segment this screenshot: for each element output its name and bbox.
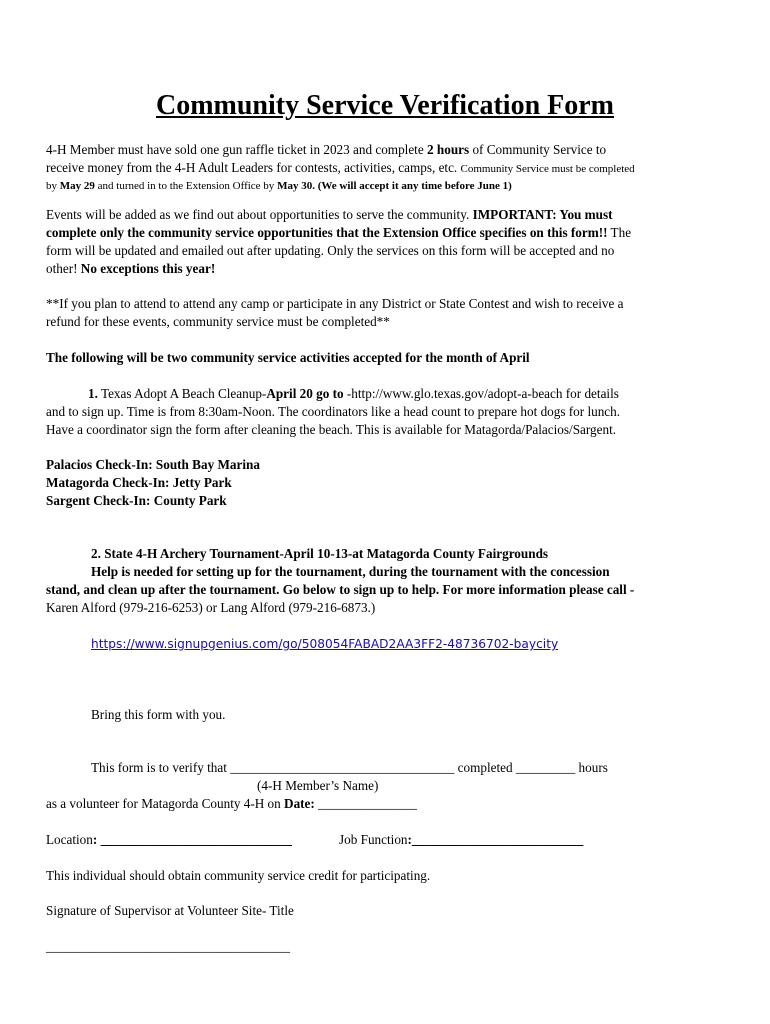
intro-line-3: by May 29 and turned in to the Extension Office by May 30. (We will accept it any time before June 1) [46, 180, 512, 192]
job-function-blank[interactable]: __________________________ [411, 832, 584, 847]
item2-line-3: stand, and clean up after the tournament. Go below to sign up to help. For more information please call - [46, 582, 635, 597]
location-blank[interactable]: _____________________________ [97, 832, 292, 847]
bring-form-text: Bring this form with you. [91, 707, 226, 722]
events-line-3: form will be updated and emailed out after updating. Only the services on this form will be accepted and no [46, 243, 615, 258]
camp-note-line-1: **If you plan to attend to attend any camp or participate in any District or State Contest and wish to receive a [46, 296, 624, 311]
item2-line-1: 2. State 4-H Archery Tournament-April 10-13-at Matagorda County Fairgrounds [91, 546, 549, 561]
signature-line[interactable]: _____________________________________ [46, 939, 290, 954]
intro-line-1: 4-H Member must have sold one gun raffle ticket in 2023 and complete 2 hours of Community Service to [46, 142, 607, 157]
item2-line-4: Karen Alford (979-216-6253) or Lang Alford (979-216-6873.) [46, 600, 376, 615]
april-heading: The following will be two community service activities accepted for the month of April [46, 350, 530, 365]
hours-blank[interactable]: _________ [515, 760, 576, 775]
verify-line-3: as a volunteer for Matagorda County 4-H on Date: _______________ [46, 796, 418, 811]
job-function-line: Job Function:__________________________ [339, 832, 584, 847]
verify-line-1: This form is to verify that __________________________________ completed _________ hours [91, 760, 608, 775]
signup-link-line [91, 635, 558, 653]
member-name-blank[interactable]: __________________________________ [230, 760, 455, 775]
camp-note-line-2: refund for these events, community service must be completed** [46, 314, 390, 329]
location-line: Location: _____________________________ [46, 832, 292, 847]
date-blank[interactable]: _______________ [314, 796, 418, 811]
checkin-sargent: Sargent Check-In: County Park [46, 493, 227, 508]
item2-line-2: Help is needed for setting up for the tournament, during the tournament with the concession [91, 564, 610, 579]
signature-label: Signature of Supervisor at Volunteer Site- Title [46, 903, 294, 918]
member-name-caption: (4-H Member’s Name) [257, 778, 379, 793]
page-title: Community Service Verification Form [155, 90, 615, 121]
events-line-2: complete only the community service opportunities that the Extension Office specifies on this form!! The [46, 225, 632, 240]
checkin-palacios: Palacios Check-In: South Bay Marina [46, 457, 260, 472]
item1-line-1: 1. Texas Adopt A Beach Cleanup-April 20 go to -http://www.glo.texas.gov/adopt-a-beach for details [88, 386, 619, 401]
credit-text: This individual should obtain community service credit for participating. [46, 868, 431, 883]
signup-link[interactable]: https://www.signupgenius.com/go/508054FABAD2AA3FF2-48736702-baycity [91, 637, 559, 651]
item1-line-2: and to sign up. Time is from 8:30am-Noon. The coordinators like a head count to prepare hot dogs for lunch. [46, 404, 621, 419]
events-line-4: other! No exceptions this year! [46, 261, 216, 276]
item1-line-3: Have a coordinator sign the form after cleaning the beach. This is available for Matagorda/Palacios/Sargent. [46, 422, 617, 437]
checkin-matagorda: Matagorda Check-In: Jetty Park [46, 475, 232, 490]
intro-line-2: receive money from the 4-H Adult Leaders for contests, activities, camps, etc. Community Service must be completed [46, 160, 635, 175]
events-line-1: Events will be added as we find out about opportunities to serve the community. IMPORTANT: You must [46, 207, 613, 222]
